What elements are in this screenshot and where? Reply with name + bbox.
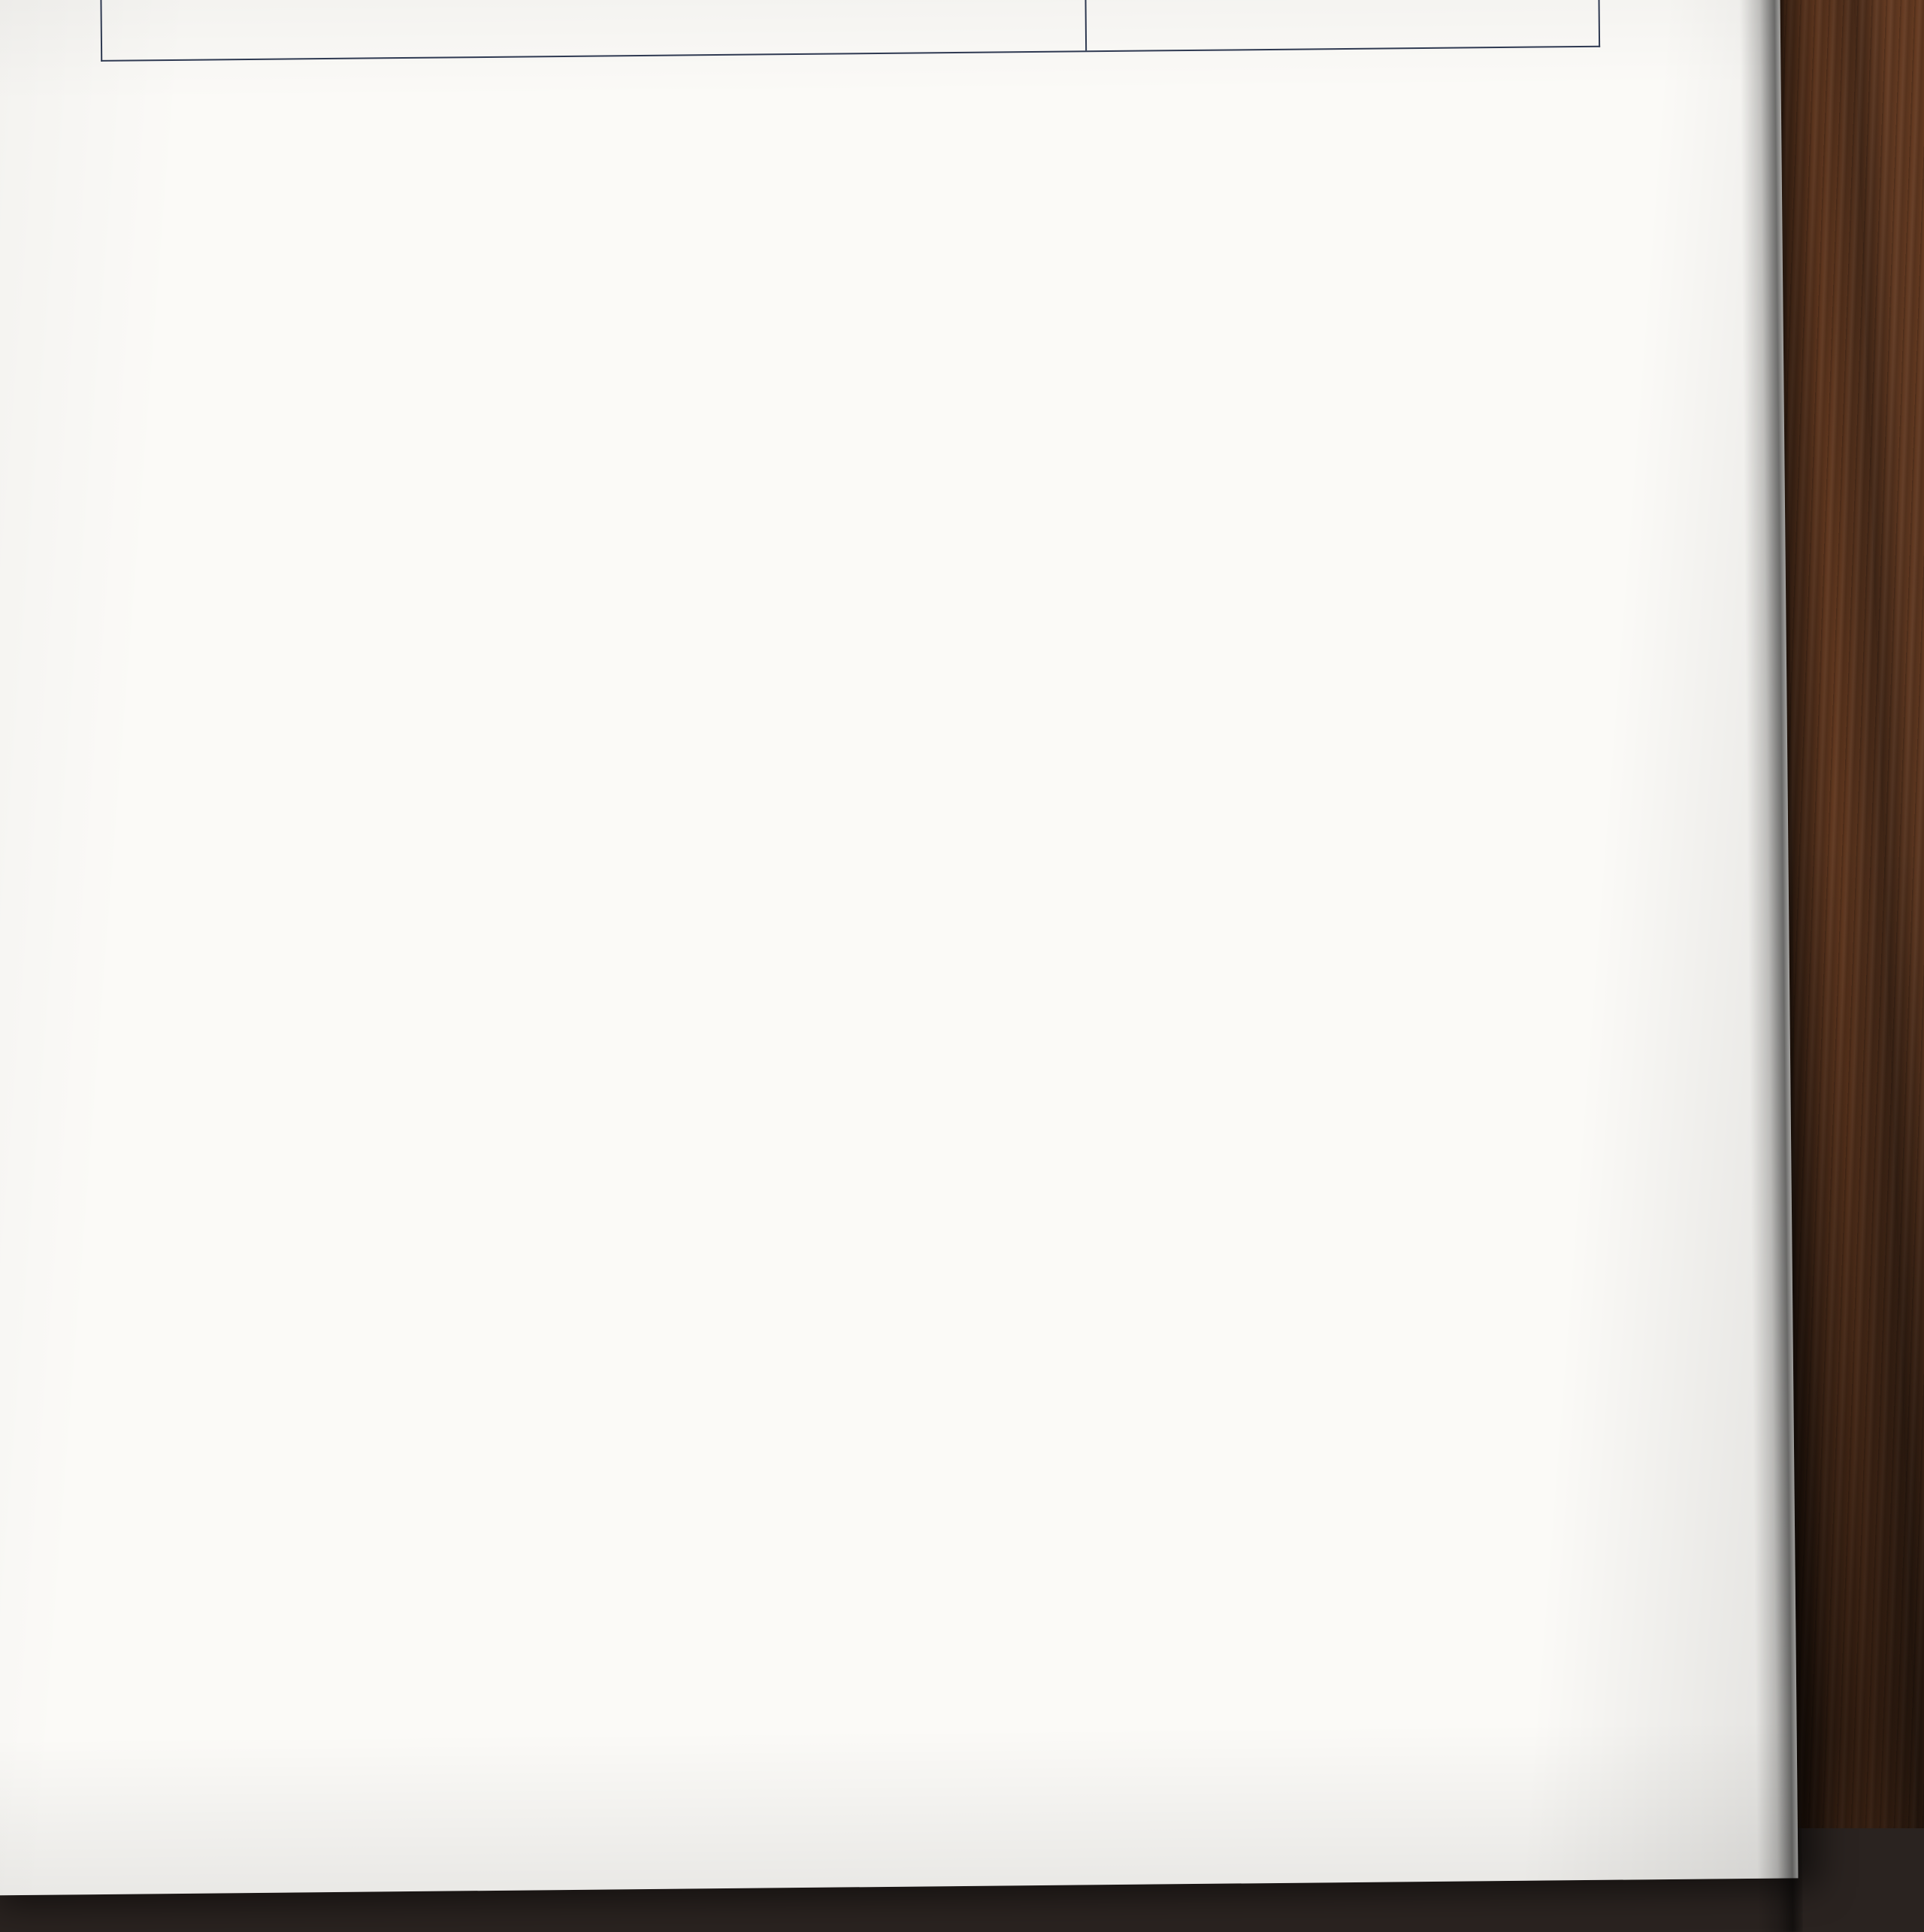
revision-clip-wrapper bbox=[1085, 0, 1599, 50]
title-clip-wrapper bbox=[101, 0, 1085, 60]
title-table-cell-left bbox=[101, 0, 1087, 60]
title-table-cell-right bbox=[1085, 0, 1599, 50]
document-title-table bbox=[99, 0, 1600, 62]
section-paragraph bbox=[110, 958, 1388, 970]
